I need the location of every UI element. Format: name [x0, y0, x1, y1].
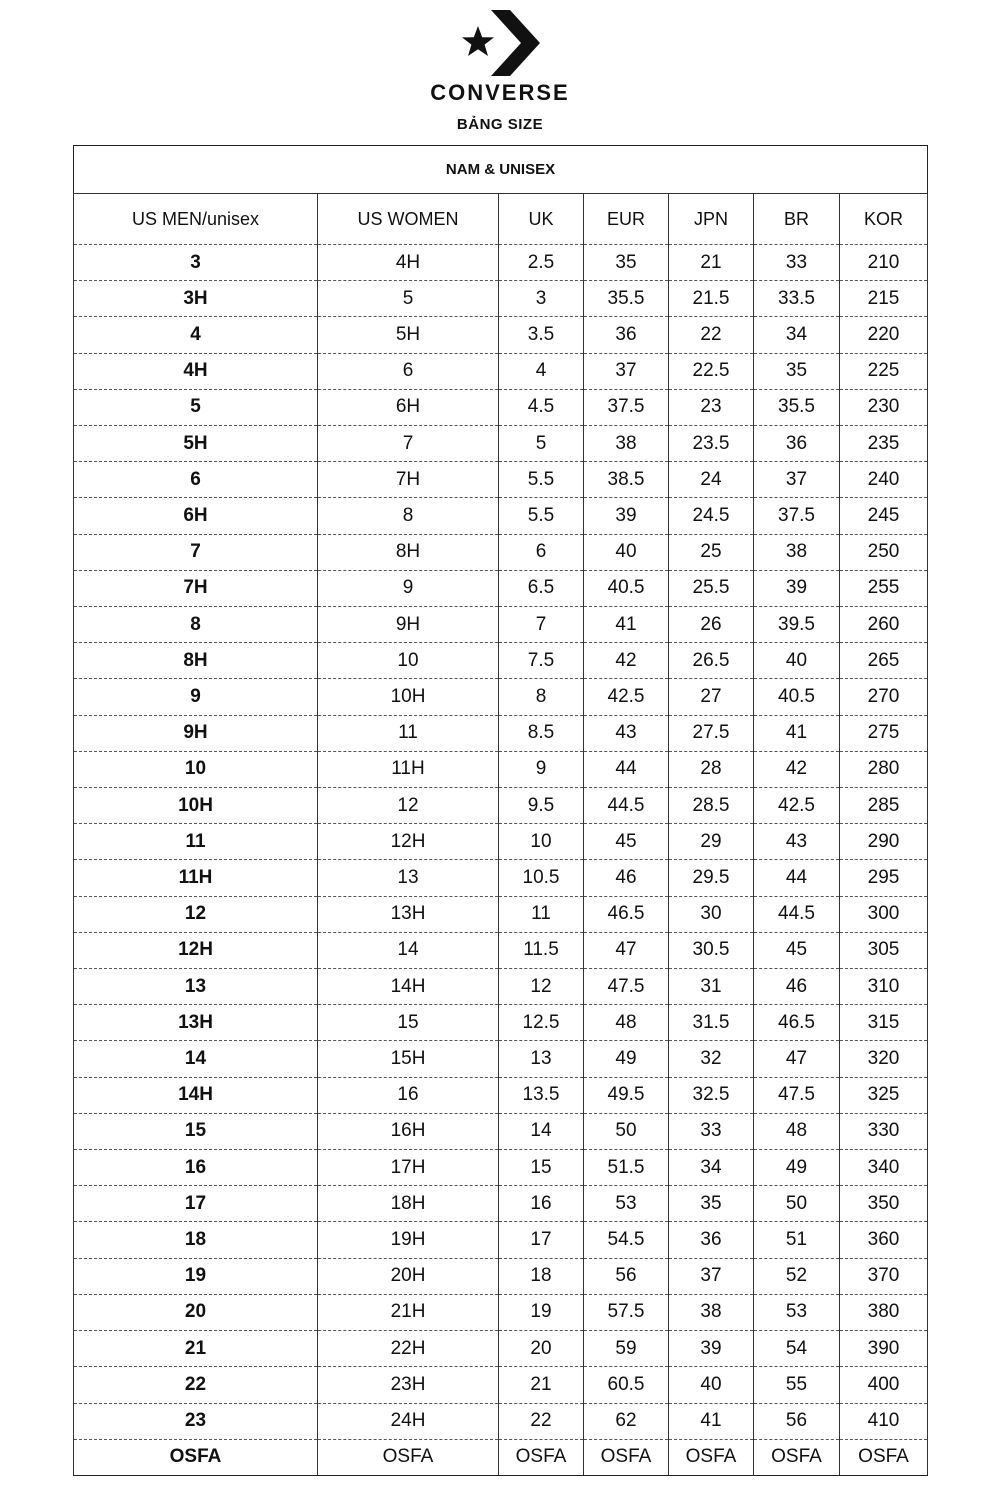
- cell-eur: 39: [584, 498, 669, 534]
- cell-jpn: 28.5: [669, 788, 754, 824]
- cell-jpn: 38: [669, 1294, 754, 1330]
- cell-us-women: 10H: [318, 679, 499, 715]
- cell-br: 47.5: [754, 1077, 840, 1113]
- cell-us-men: 8: [74, 607, 318, 643]
- cell-kor: 320: [840, 1041, 928, 1077]
- cell-eur: OSFA: [584, 1439, 669, 1475]
- cell-eur: 42.5: [584, 679, 669, 715]
- cell-us-men: 13H: [74, 1005, 318, 1041]
- cell-us-men: 22: [74, 1367, 318, 1403]
- cell-us-men: 13: [74, 969, 318, 1005]
- cell-jpn: 27: [669, 679, 754, 715]
- table-row: [74, 1150, 928, 1186]
- cell-uk: 14: [499, 1113, 584, 1149]
- cell-kor: 325: [840, 1077, 928, 1113]
- cell-kor: 290: [840, 824, 928, 860]
- cell-eur: 47.5: [584, 969, 669, 1005]
- cell-jpn: 36: [669, 1222, 754, 1258]
- table-row: [74, 643, 928, 679]
- cell-kor: 360: [840, 1222, 928, 1258]
- cell-jpn: 29.5: [669, 860, 754, 896]
- cell-us-women: 24H: [318, 1403, 499, 1439]
- cell-eur: 35.5: [584, 281, 669, 317]
- cell-us-men: 18: [74, 1222, 318, 1258]
- column-header-jpn: JPN: [669, 194, 754, 245]
- cell-kor: 350: [840, 1186, 928, 1222]
- cell-us-women: 6: [318, 353, 499, 389]
- table-row: [74, 969, 928, 1005]
- table-row: [74, 679, 928, 715]
- cell-kor: 210: [840, 245, 928, 281]
- cell-us-men: 3: [74, 245, 318, 281]
- cell-us-men: 9: [74, 679, 318, 715]
- cell-br: 56: [754, 1403, 840, 1439]
- table-row: [74, 1439, 928, 1475]
- cell-jpn: 22: [669, 317, 754, 353]
- table-row: [74, 932, 928, 968]
- cell-us-men: 20: [74, 1294, 318, 1330]
- cell-br: 50: [754, 1186, 840, 1222]
- table-row: [74, 1258, 928, 1294]
- cell-jpn: 27.5: [669, 715, 754, 751]
- column-header-us-men: US MEN/unisex: [74, 194, 318, 245]
- cell-jpn: 23.5: [669, 426, 754, 462]
- cell-us-men: 11H: [74, 860, 318, 896]
- table-row: [74, 534, 928, 570]
- cell-uk: 20: [499, 1331, 584, 1367]
- cell-us-men: 7H: [74, 570, 318, 606]
- table-row: [74, 462, 928, 498]
- cell-us-men: 16: [74, 1150, 318, 1186]
- cell-us-women: 7H: [318, 462, 499, 498]
- cell-us-men: 15: [74, 1113, 318, 1149]
- table-row: [74, 317, 928, 353]
- cell-us-women: 9: [318, 570, 499, 606]
- column-header-us-women: US WOMEN: [318, 194, 499, 245]
- table-row: [74, 1041, 928, 1077]
- cell-jpn: 37: [669, 1258, 754, 1294]
- cell-us-men: 14H: [74, 1077, 318, 1113]
- cell-us-women: 19H: [318, 1222, 499, 1258]
- cell-us-women: 12: [318, 788, 499, 824]
- cell-uk: 10: [499, 824, 584, 860]
- cell-us-women: 13H: [318, 896, 499, 932]
- cell-br: 47: [754, 1041, 840, 1077]
- cell-jpn: 25.5: [669, 570, 754, 606]
- cell-us-women: 23H: [318, 1367, 499, 1403]
- cell-us-men: 10: [74, 751, 318, 787]
- cell-kor: 245: [840, 498, 928, 534]
- cell-uk: 9.5: [499, 788, 584, 824]
- cell-uk: 13.5: [499, 1077, 584, 1113]
- cell-us-women: 21H: [318, 1294, 499, 1330]
- cell-us-women: 9H: [318, 607, 499, 643]
- table-row: [74, 570, 928, 606]
- table-row: [74, 353, 928, 389]
- cell-kor: 240: [840, 462, 928, 498]
- table-row: [74, 607, 928, 643]
- cell-us-men: 14: [74, 1041, 318, 1077]
- cell-us-men: 6H: [74, 498, 318, 534]
- table-row: [74, 788, 928, 824]
- cell-us-women: 17H: [318, 1150, 499, 1186]
- cell-br: 48: [754, 1113, 840, 1149]
- table-row: [74, 1403, 928, 1439]
- cell-us-men: 9H: [74, 715, 318, 751]
- cell-br: 42.5: [754, 788, 840, 824]
- cell-eur: 41: [584, 607, 669, 643]
- cell-us-women: 8H: [318, 534, 499, 570]
- cell-us-men: 17: [74, 1186, 318, 1222]
- cell-eur: 35: [584, 245, 669, 281]
- cell-eur: 54.5: [584, 1222, 669, 1258]
- cell-kor: 340: [840, 1150, 928, 1186]
- table-row: [74, 1222, 928, 1258]
- cell-us-men: 6: [74, 462, 318, 498]
- cell-kor: 275: [840, 715, 928, 751]
- cell-jpn: 30: [669, 896, 754, 932]
- cell-kor: OSFA: [840, 1439, 928, 1475]
- cell-br: 38: [754, 534, 840, 570]
- table-row: [74, 860, 928, 896]
- table-row: [74, 824, 928, 860]
- cell-jpn: 31.5: [669, 1005, 754, 1041]
- cell-kor: 260: [840, 607, 928, 643]
- table-row: [74, 1294, 928, 1330]
- cell-us-men: 23: [74, 1403, 318, 1439]
- cell-us-women: 18H: [318, 1186, 499, 1222]
- cell-br: 40: [754, 643, 840, 679]
- cell-jpn: 21.5: [669, 281, 754, 317]
- table-row: [74, 1367, 928, 1403]
- table-row: [74, 245, 928, 281]
- cell-jpn: 40: [669, 1367, 754, 1403]
- cell-br: 34: [754, 317, 840, 353]
- cell-eur: 51.5: [584, 1150, 669, 1186]
- cell-eur: 37.5: [584, 389, 669, 425]
- cell-br: 53: [754, 1294, 840, 1330]
- cell-us-men: 21: [74, 1331, 318, 1367]
- cell-us-women: 7: [318, 426, 499, 462]
- cell-uk: 3.5: [499, 317, 584, 353]
- table-row: [74, 751, 928, 787]
- cell-uk: 22: [499, 1403, 584, 1439]
- size-chart-table: [73, 145, 928, 1476]
- cell-eur: 45: [584, 824, 669, 860]
- section-title-row: [74, 146, 928, 194]
- cell-uk: 4.5: [499, 389, 584, 425]
- column-header-br: BR: [754, 194, 840, 245]
- cell-eur: 59: [584, 1331, 669, 1367]
- cell-br: 33.5: [754, 281, 840, 317]
- cell-br: 37: [754, 462, 840, 498]
- cell-kor: 270: [840, 679, 928, 715]
- cell-kor: 230: [840, 389, 928, 425]
- cell-br: 55: [754, 1367, 840, 1403]
- cell-kor: 390: [840, 1331, 928, 1367]
- cell-br: OSFA: [754, 1439, 840, 1475]
- cell-us-men: 5H: [74, 426, 318, 462]
- table-row: [74, 1331, 928, 1367]
- cell-br: 41: [754, 715, 840, 751]
- cell-uk: OSFA: [499, 1439, 584, 1475]
- cell-br: 33: [754, 245, 840, 281]
- table-row: [74, 1186, 928, 1222]
- cell-uk: 6: [499, 534, 584, 570]
- cell-uk: 9: [499, 751, 584, 787]
- cell-uk: 8.5: [499, 715, 584, 751]
- cell-jpn: 34: [669, 1150, 754, 1186]
- column-header-uk: UK: [499, 194, 584, 245]
- cell-jpn: 24.5: [669, 498, 754, 534]
- cell-us-women: 6H: [318, 389, 499, 425]
- cell-us-women: 12H: [318, 824, 499, 860]
- cell-jpn: 22.5: [669, 353, 754, 389]
- cell-uk: 5: [499, 426, 584, 462]
- table-row: [74, 426, 928, 462]
- table-row: [74, 1077, 928, 1113]
- cell-uk: 18: [499, 1258, 584, 1294]
- cell-us-women: 11: [318, 715, 499, 751]
- cell-us-women: 5: [318, 281, 499, 317]
- cell-eur: 48: [584, 1005, 669, 1041]
- cell-jpn: 25: [669, 534, 754, 570]
- cell-eur: 42: [584, 643, 669, 679]
- cell-br: 35.5: [754, 389, 840, 425]
- cell-us-women: 10: [318, 643, 499, 679]
- cell-uk: 12: [499, 969, 584, 1005]
- cell-us-women: 5H: [318, 317, 499, 353]
- cell-uk: 10.5: [499, 860, 584, 896]
- cell-us-men: 7: [74, 534, 318, 570]
- cell-br: 40.5: [754, 679, 840, 715]
- cell-us-women: 22H: [318, 1331, 499, 1367]
- cell-uk: 2.5: [499, 245, 584, 281]
- cell-eur: 62: [584, 1403, 669, 1439]
- cell-kor: 280: [840, 751, 928, 787]
- cell-jpn: 41: [669, 1403, 754, 1439]
- cell-jpn: 23: [669, 389, 754, 425]
- cell-br: 36: [754, 426, 840, 462]
- cell-us-women: 16: [318, 1077, 499, 1113]
- cell-jpn: OSFA: [669, 1439, 754, 1475]
- table-row: [74, 715, 928, 751]
- table-row: [74, 281, 928, 317]
- cell-kor: 225: [840, 353, 928, 389]
- cell-br: 52: [754, 1258, 840, 1294]
- cell-us-men: 5: [74, 389, 318, 425]
- cell-br: 45: [754, 932, 840, 968]
- cell-us-women: 8: [318, 498, 499, 534]
- cell-kor: 410: [840, 1403, 928, 1439]
- cell-us-women: 15H: [318, 1041, 499, 1077]
- cell-uk: 13: [499, 1041, 584, 1077]
- cell-kor: 255: [840, 570, 928, 606]
- cell-br: 39.5: [754, 607, 840, 643]
- cell-us-men: 4: [74, 317, 318, 353]
- cell-kor: 220: [840, 317, 928, 353]
- cell-uk: 12.5: [499, 1005, 584, 1041]
- column-header-kor: KOR: [840, 194, 928, 245]
- table-row: [74, 1113, 928, 1149]
- cell-uk: 8: [499, 679, 584, 715]
- cell-us-women: 14H: [318, 969, 499, 1005]
- cell-br: 44.5: [754, 896, 840, 932]
- cell-us-men: 4H: [74, 353, 318, 389]
- cell-uk: 5.5: [499, 498, 584, 534]
- cell-uk: 7.5: [499, 643, 584, 679]
- cell-us-men: 11: [74, 824, 318, 860]
- cell-uk: 6.5: [499, 570, 584, 606]
- cell-uk: 11.5: [499, 932, 584, 968]
- cell-eur: 56: [584, 1258, 669, 1294]
- cell-eur: 40.5: [584, 570, 669, 606]
- cell-jpn: 33: [669, 1113, 754, 1149]
- cell-us-men: 12: [74, 896, 318, 932]
- cell-jpn: 21: [669, 245, 754, 281]
- cell-jpn: 32: [669, 1041, 754, 1077]
- cell-kor: 370: [840, 1258, 928, 1294]
- cell-br: 44: [754, 860, 840, 896]
- cell-uk: 21: [499, 1367, 584, 1403]
- cell-us-women: 16H: [318, 1113, 499, 1149]
- cell-jpn: 26.5: [669, 643, 754, 679]
- cell-kor: 315: [840, 1005, 928, 1041]
- page-subtitle: BẢNG SIZE: [456, 116, 544, 133]
- cell-eur: 36: [584, 317, 669, 353]
- cell-us-women: 11H: [318, 751, 499, 787]
- cell-br: 39: [754, 570, 840, 606]
- cell-kor: 295: [840, 860, 928, 896]
- cell-eur: 38: [584, 426, 669, 462]
- table-row: [74, 896, 928, 932]
- cell-br: 35: [754, 353, 840, 389]
- cell-eur: 44: [584, 751, 669, 787]
- converse-logo: [0, 10, 1000, 76]
- cell-us-men: 8H: [74, 643, 318, 679]
- cell-jpn: 29: [669, 824, 754, 860]
- cell-uk: 11: [499, 896, 584, 932]
- cell-us-women: 20H: [318, 1258, 499, 1294]
- cell-us-men: 12H: [74, 932, 318, 968]
- column-header-row: [74, 194, 928, 245]
- cell-jpn: 30.5: [669, 932, 754, 968]
- cell-kor: 330: [840, 1113, 928, 1149]
- cell-eur: 53: [584, 1186, 669, 1222]
- cell-uk: 17: [499, 1222, 584, 1258]
- cell-uk: 7: [499, 607, 584, 643]
- cell-eur: 40: [584, 534, 669, 570]
- cell-us-women: 14: [318, 932, 499, 968]
- cell-br: 42: [754, 751, 840, 787]
- table-row: [74, 389, 928, 425]
- cell-eur: 46.5: [584, 896, 669, 932]
- cell-kor: 265: [840, 643, 928, 679]
- cell-jpn: 35: [669, 1186, 754, 1222]
- size-rows: [74, 245, 928, 1476]
- cell-eur: 46: [584, 860, 669, 896]
- cell-jpn: 24: [669, 462, 754, 498]
- cell-br: 46: [754, 969, 840, 1005]
- cell-br: 54: [754, 1331, 840, 1367]
- star-chevron-logo-icon: [460, 10, 540, 76]
- cell-eur: 49: [584, 1041, 669, 1077]
- cell-br: 37.5: [754, 498, 840, 534]
- brand-name: CONVERSE: [430, 80, 570, 105]
- cell-us-men: 19: [74, 1258, 318, 1294]
- column-header-eur: EUR: [584, 194, 669, 245]
- cell-us-women: 15: [318, 1005, 499, 1041]
- cell-us-women: 13: [318, 860, 499, 896]
- cell-us-women: OSFA: [318, 1439, 499, 1475]
- cell-br: 49: [754, 1150, 840, 1186]
- cell-us-men: 10H: [74, 788, 318, 824]
- table-row: [74, 1005, 928, 1041]
- cell-us-men: 3H: [74, 281, 318, 317]
- cell-uk: 4: [499, 353, 584, 389]
- cell-us-men: OSFA: [74, 1439, 318, 1475]
- cell-kor: 310: [840, 969, 928, 1005]
- cell-kor: 300: [840, 896, 928, 932]
- table-row: [74, 498, 928, 534]
- cell-kor: 285: [840, 788, 928, 824]
- cell-eur: 60.5: [584, 1367, 669, 1403]
- cell-uk: 16: [499, 1186, 584, 1222]
- cell-eur: 49.5: [584, 1077, 669, 1113]
- cell-jpn: 26: [669, 607, 754, 643]
- cell-kor: 250: [840, 534, 928, 570]
- cell-eur: 57.5: [584, 1294, 669, 1330]
- cell-uk: 5.5: [499, 462, 584, 498]
- cell-us-women: 4H: [318, 245, 499, 281]
- cell-jpn: 28: [669, 751, 754, 787]
- cell-kor: 400: [840, 1367, 928, 1403]
- cell-eur: 50: [584, 1113, 669, 1149]
- cell-uk: 19: [499, 1294, 584, 1330]
- cell-eur: 38.5: [584, 462, 669, 498]
- cell-jpn: 39: [669, 1331, 754, 1367]
- cell-jpn: 32.5: [669, 1077, 754, 1113]
- cell-uk: 3: [499, 281, 584, 317]
- cell-br: 46.5: [754, 1005, 840, 1041]
- cell-eur: 44.5: [584, 788, 669, 824]
- cell-br: 43: [754, 824, 840, 860]
- cell-eur: 37: [584, 353, 669, 389]
- cell-kor: 380: [840, 1294, 928, 1330]
- cell-kor: 305: [840, 932, 928, 968]
- cell-br: 51: [754, 1222, 840, 1258]
- cell-uk: 15: [499, 1150, 584, 1186]
- cell-kor: 235: [840, 426, 928, 462]
- section-title: NAM & UNISEX: [74, 146, 928, 194]
- cell-eur: 47: [584, 932, 669, 968]
- cell-eur: 43: [584, 715, 669, 751]
- cell-kor: 215: [840, 281, 928, 317]
- cell-jpn: 31: [669, 969, 754, 1005]
